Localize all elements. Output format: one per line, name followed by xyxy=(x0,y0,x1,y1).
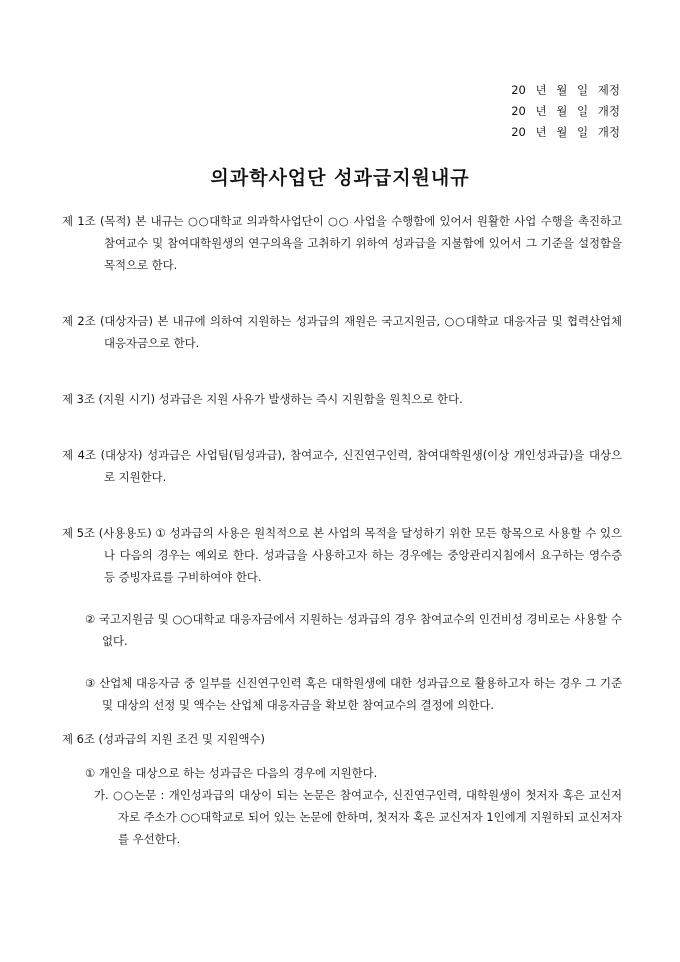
article-1: 제 1조 (목적) 본 내규는 ○○대학교 의과학사업단이 ○○ 사업을 수행함에 있어서 원활한 사업 수행을 촉진하고 참여교수 및 참여대학원생의 연구의욕을 고취하기 위하여 성과급을 지불함에 있어서 그 기준을 설정함을 목적으로 한다. xyxy=(62,214,622,272)
article-4: 제 4조 (대상자) 성과급은 사업팀(팀성과급), 참여교수, 신진연구인력, 참여대학원생(이상 개인성과급)을 대상으로 지원한다. xyxy=(62,448,622,484)
article-6: 제 6조 (성과급의 지원 조건 및 지원액수) xyxy=(62,732,265,746)
article-5-item-3: ③ 산업체 대응자금 중 일부를 신진연구인력 혹은 대학원생에 대한 성과급으로 활용하고자 하는 경우 그 기준 및 대상의 선정 및 액수는 산업체 대응자금을 확보한 참여교수의 결정에 의한다. xyxy=(85,676,622,712)
article-2: 제 2조 (대상자금) 본 내규에 의하여 지원하는 성과급의 재원은 국고지원금, ○○대학교 대응자금 및 협력산업체 대응자금으로 한다. xyxy=(62,314,622,350)
article-5: 제 5조 (사용용도) ① 성과급의 사용은 원칙적으로 본 사업의 목적을 달성하기 위한 모든 항목으로 사용할 수 있으나 다음의 경우는 예외로 한다. 성과급을 사용하고자 하는 경우에는 중앙관리지침에서 요구하는 영수증 등 증빙자료를 구비하여야 한다. xyxy=(62,526,622,584)
article-5-item-2: ② 국고지원금 및 ○○대학교 대응자금에서 지원하는 성과급의 경우 참여교수의 인건비성 경비로는 사용할 수 없다. xyxy=(85,612,622,648)
article-3: 제 3조 (지원 시기) 성과급은 지원 사유가 발생하는 즉시 지원함을 원칙으로 한다. xyxy=(62,392,463,406)
regulation-body xyxy=(62,210,622,850)
date-revised-2: 20 년 월 일 개정 xyxy=(511,125,620,139)
article-6-item-1: ① 개인을 대상으로 하는 성과급은 다음의 경우에 지원한다. xyxy=(85,766,378,780)
article-6-subitem-ga: 가. ○○논문 : 개인성과급의 대상이 되는 논문은 참여교수, 신진연구인력, 대학원생이 첫저자 혹은 교신저자로 주소가 ○○대학교로 되어 있는 논문에 한하며, 첫저자 혹은 교신저자 1인에게 지원하되 교신저자를 우선한다. xyxy=(94,788,622,846)
date-revised-1: 20 년 월 일 개정 xyxy=(511,104,620,118)
date-enacted: 20 년 월 일 제정 xyxy=(511,83,620,97)
enactment-dates xyxy=(511,80,620,143)
document-title: 의과학사업단 성과급지원내규 xyxy=(210,167,470,189)
